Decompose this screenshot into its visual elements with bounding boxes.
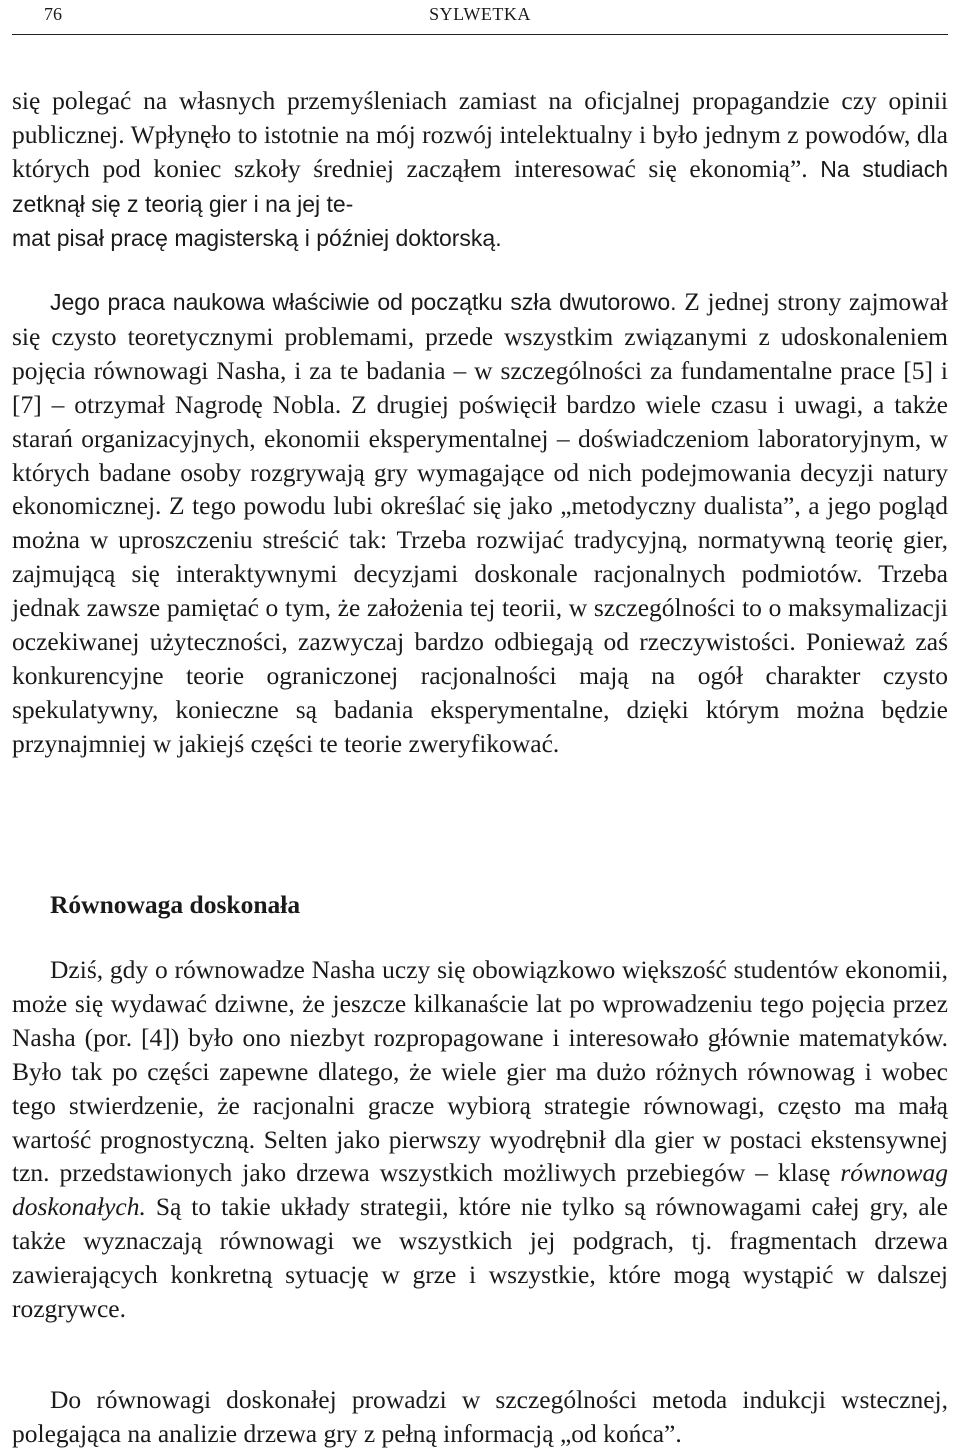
paragraph-1-line-2: czy opinii publicznej. Wpłynęło to istotnie na mój rozwój intelektualny <box>12 86 949 149</box>
paragraph-1-line-5-sans: mat pisał pracę magisterską i później doktorską. <box>12 224 502 251</box>
paragraph-2-rest: Z jednej strony zajmował się czysto teoretycznymi problemami, przede wszystkim związanymi z udoskonaleniem pojęcia równowagi Nasha, i za te badania – w szczególności za fundamentalne prace [5] i [7] – otrzymał Nagrodę Nobla. Z drugiej poświęcił bardzo wiele czasu i uwagi, a także starań organizacyjnych, ekonomii eksperymentalnej – doświadczeniom laboratoryjnym, w których badane osoby rozgrywają gry wymagające od nich podejmowania decyzji natury ekonomicznej. Z tego powodu lubi określać się jako „metodyczny dualista”, a jego pogląd można w uproszczeniu streścić tak: Trzeba rozwijać tradycyjną, normatywną teorię gier, zajmującą się interaktywnymi decyzjami doskonale racjonalnych podmiotów. Trzeba jednak zawsze pamiętać o tym, że założenia tej teorii, w szczególności to o maksymalizacji oczekiwanej użyteczności, zazwyczaj bardzo odbiegają od rzeczywistości. Ponieważ zaś konkurencyjne teorie ograniczonej racjonalności mają na ogół charakter czysto spekulatywny, konieczne są badania eksperymentalne, dzięki którym można będzie przynajmniej w jakiejś części te teorie zweryfikować. <box>12 287 948 758</box>
running-header <box>12 0 948 35</box>
paragraph-3 <box>12 953 948 1326</box>
paragraph-4-text: Do równowagi doskonałej prowadzi w szczególności metoda indukcji wstecznej, polegająca na analizie drzewa gry z pełną informacją „od końca”. <box>12 1385 948 1448</box>
paragraph-1-line-4: interesować się ekonomią”. <box>514 153 808 183</box>
paragraph-3-text: Dziś, gdy o równowadze Nasha uczy się obowiązkowo większość studentów ekonomii, może się wydawać dziwne, że jeszcze kilkanaście lat po wprowadzeniu tego pojęcia przez Nasha (por. [4]) było ono niezbyt rozpropagowane i interesowało głównie matematyków. Było tak po części zapewne dlatego, że wiele gier ma dużo różnych równowag i wobec tego stwierdzenie, że racjonalni gracze wybiorą strategie równowagi, często ma małą wartość prognostyczną. Selten jako pierwszy wyodrębnił dla gier w postaci ekstensywnej tzn. przedstawionych jako drzewa wszystkich możliwych przebiegów – klasę <box>12 955 948 1188</box>
paragraph-2 <box>12 285 948 761</box>
paragraph-1-line-3: i było jednym z powodów, dla których pod koniec szkoły średniej zacząłem <box>12 119 948 183</box>
paragraph-3-italic-term: równowag doskonałych. <box>12 1158 949 1222</box>
paragraph-1-line-4-sans: Na studiach zetknął się z teorią gier i na jej te- <box>12 155 948 217</box>
section-heading: Równowaga doskonała <box>50 890 301 919</box>
paragraph-1 <box>12 84 948 256</box>
running-title: SYLWETKA <box>429 4 531 24</box>
paragraph-2-start-sans: Jego praca naukowa właściwie od początku szła dwutorowo. <box>50 289 677 315</box>
paragraph-4 <box>12 1383 948 1451</box>
paragraph-3-continuation: Są to takie układy strategii, które nie tylko są równowagami całej gry, ale także wyznaczają równowagi we wszystkich jej podgrach, tj. fragmentach drzewa zawierających konkretną sytuację w grze i wszystkie, które mogą wystąpić w dalszej rozgrywce. <box>12 1192 949 1324</box>
page-number: 76 <box>44 4 62 24</box>
paragraph-1-line-1: się polegać na własnych przemyśleniach zamiast na oficjalnej propagandzie <box>12 86 830 115</box>
